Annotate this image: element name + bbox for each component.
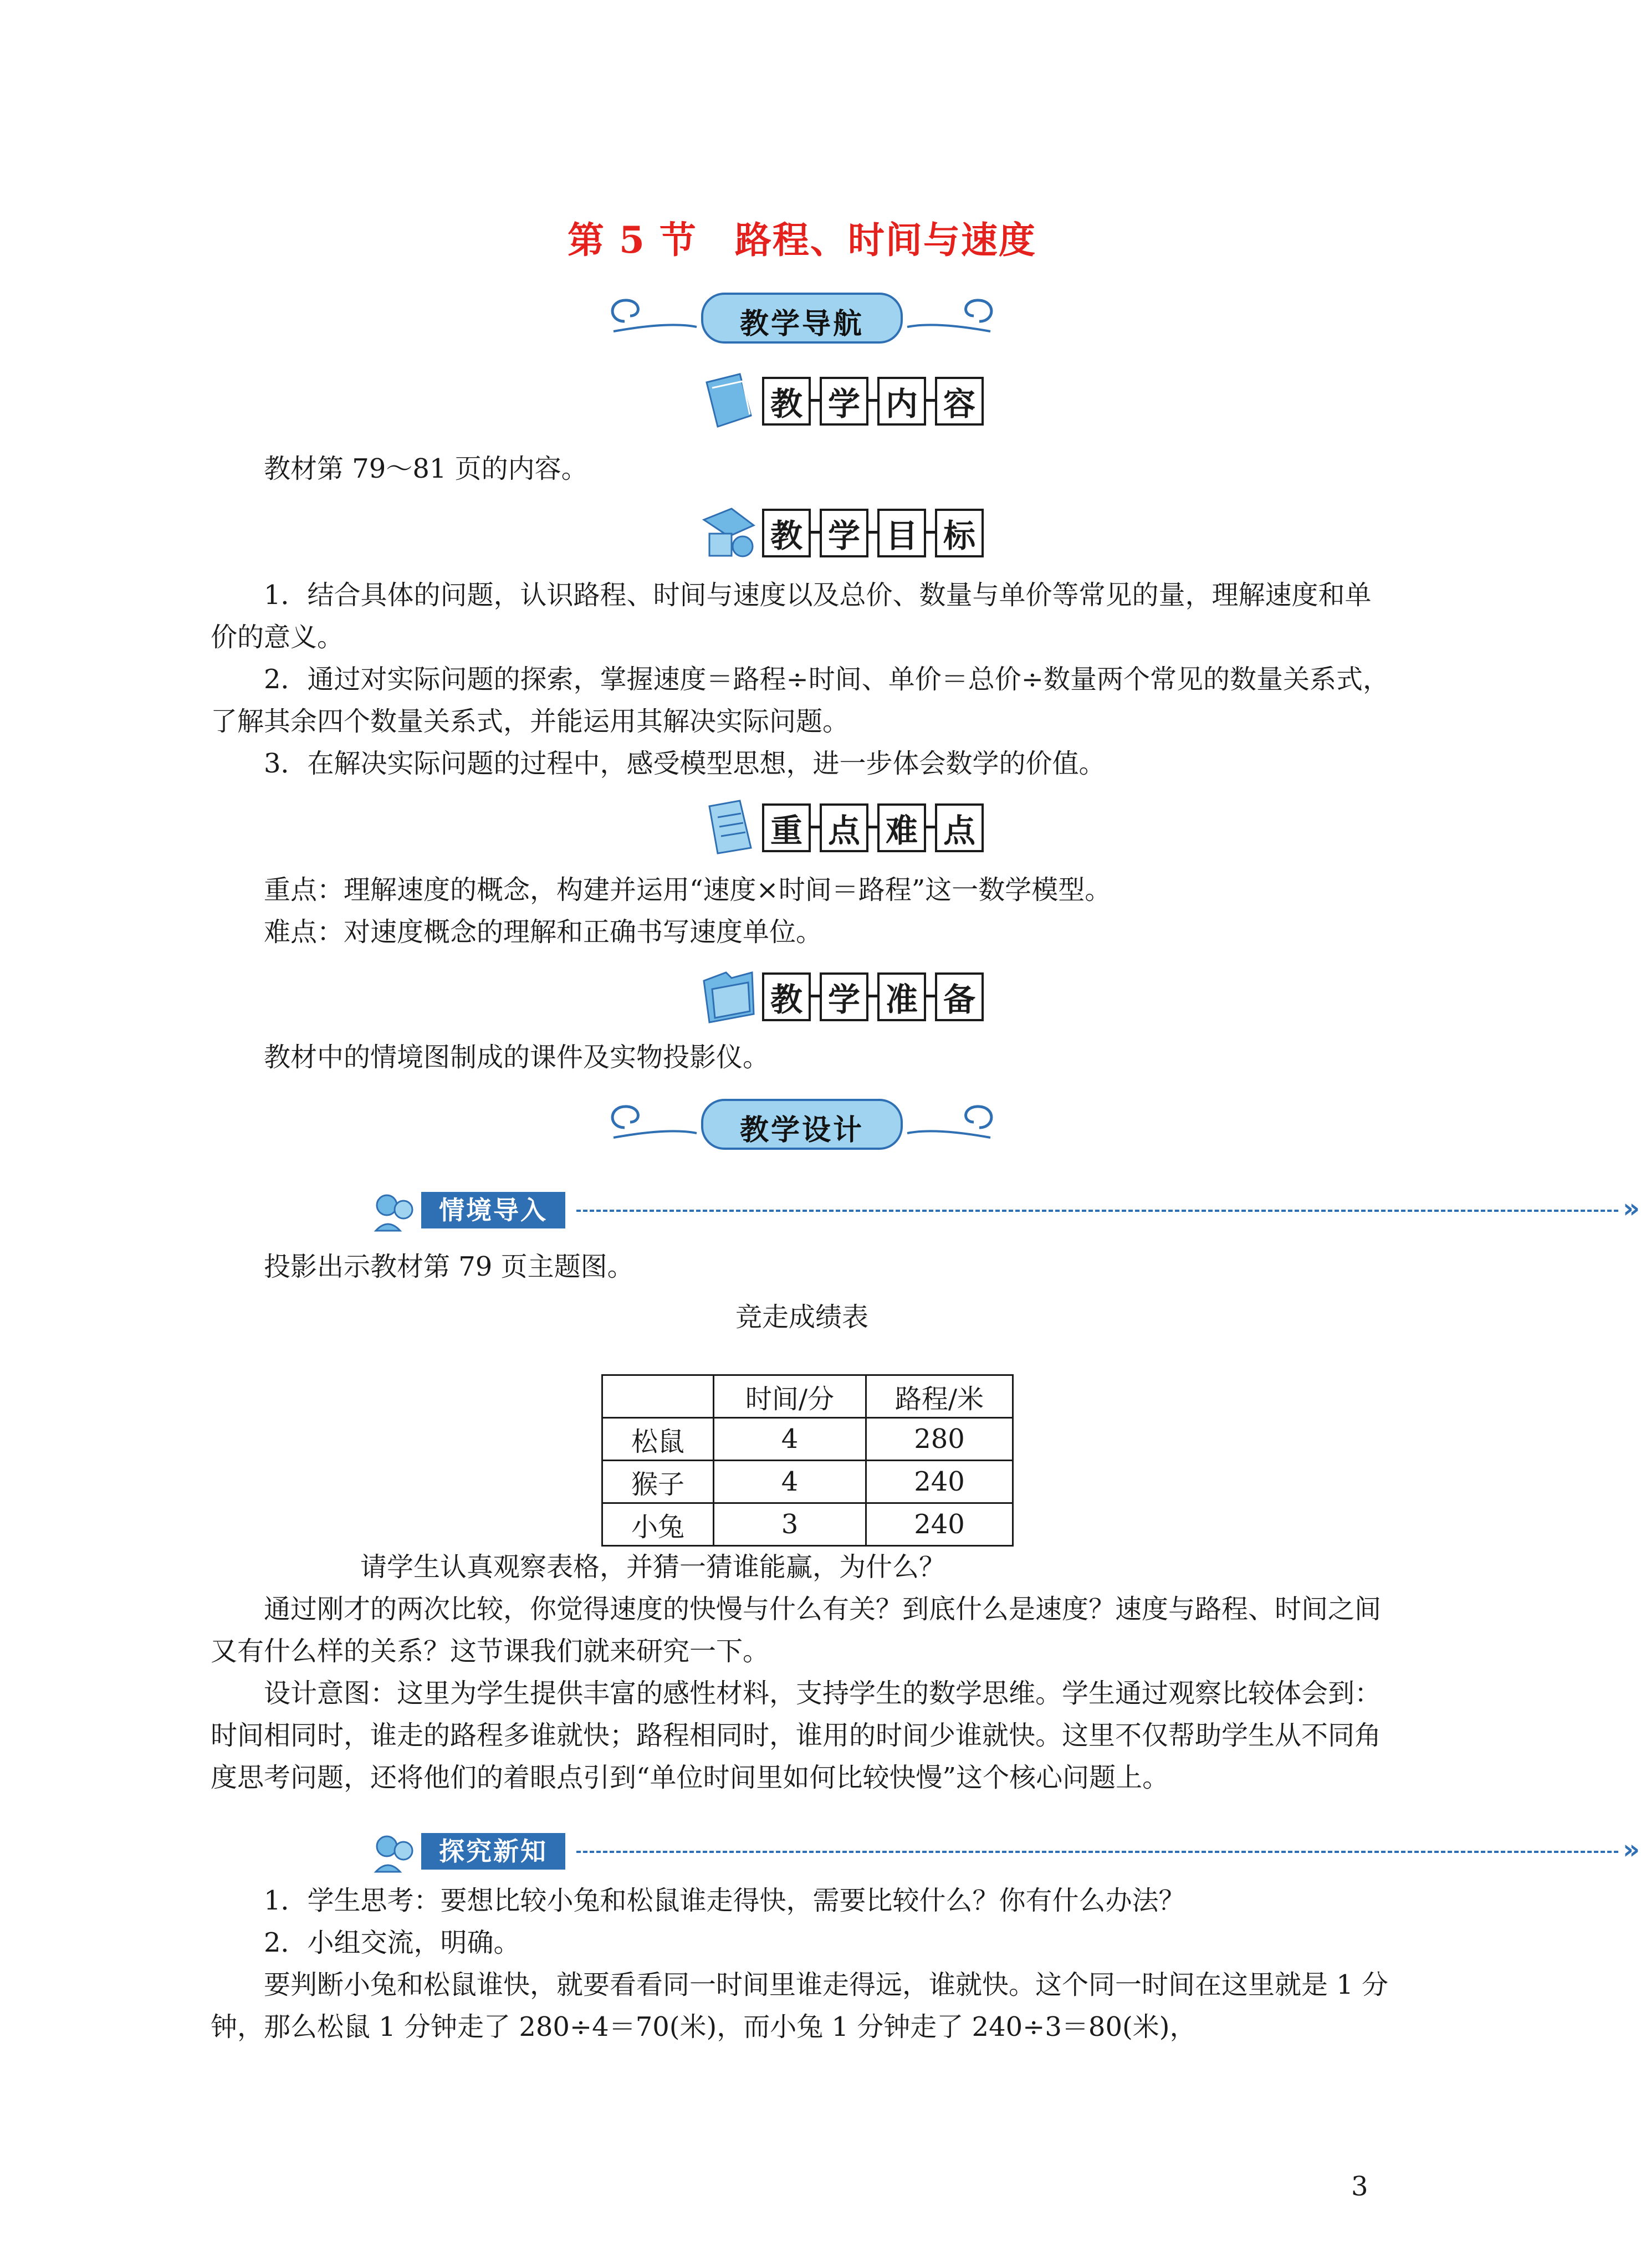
score-table (601, 1374, 1014, 1547)
people-icon (371, 1189, 419, 1233)
people-icon (371, 1830, 419, 1874)
notes-icon (701, 798, 756, 859)
section-label: 情境导入 (421, 1192, 565, 1228)
table-cell: 240 (866, 1503, 1013, 1546)
table-cell: 4 (714, 1461, 866, 1503)
explore-block (211, 1880, 1397, 2048)
heading-char: 教 (762, 509, 811, 557)
intro-after-block (211, 1546, 1397, 1799)
intro-text-block (211, 1246, 1397, 1288)
heading-char: 难 (877, 803, 926, 852)
table-header-cell (602, 1375, 714, 1418)
table-cell: 猴子 (602, 1461, 714, 1503)
heading-char: 教 (762, 377, 811, 426)
table-title: 竞走成绩表 (735, 1302, 868, 1333)
banner-teaching-design (602, 1094, 1001, 1155)
dashed-line (576, 1210, 1618, 1212)
heading-char: 准 (877, 972, 926, 1021)
explore-item: 要判断小兔和松鼠谁快，就要看看同一时间里谁走得远，谁就快。这个同一时间在这里就是 1 分钟，那么松鼠 1 分钟走了 280÷4＝70(米)，而小兔 1 分钟走了 240÷3＝80(米)， (211, 1969, 1389, 2042)
intro-text: 投影出示教材第 79 页主题图。 (264, 1251, 634, 1282)
heading-char: 备 (935, 972, 984, 1021)
heading-char: 目 (877, 509, 926, 557)
folder-icon (701, 967, 756, 1028)
heading-char: 点 (935, 803, 984, 852)
section-explore (371, 1830, 1646, 1874)
section-intro (371, 1189, 1646, 1233)
prep-block (211, 1036, 1397, 1078)
table-cell: 松鼠 (602, 1418, 714, 1461)
heading-char: 教 (762, 972, 811, 1021)
explore-item: 1．学生思考：要想比较小兔和松鼠谁走得快，需要比较什么？你有什么办法？ (264, 1885, 1185, 1916)
book-icon (701, 371, 756, 432)
key-point-item: 难点：对速度概念的理解和正确书写速度单位。 (264, 917, 823, 948)
table-cell: 3 (714, 1503, 866, 1546)
heading-char: 学 (820, 377, 868, 426)
content-text: 教材第 79～81 页的内容。 (264, 453, 588, 484)
table-cell: 240 (866, 1461, 1013, 1503)
table-cell: 280 (866, 1418, 1013, 1461)
intro-question: 请学生认真观察表格，并猜一猜谁能赢，为什么？ (360, 1552, 946, 1583)
table-row (602, 1461, 1013, 1503)
goal-item: 3．在解决实际问题的过程中，感受模型思想，进一步体会数学的价值。 (264, 748, 1106, 779)
table-header-row (602, 1375, 1013, 1418)
page-number: 3 (1351, 2171, 1368, 2202)
explore-item: 2．小组交流，明确。 (264, 1927, 520, 1958)
goal-item: 1．结合具体的问题，认识路程、时间与速度以及总价、数量与单价等常见的量，理解速度和单价的意义。 (211, 580, 1372, 653)
double-chevron-icon: » (1623, 1834, 1640, 1865)
key-point-item: 重点：理解速度的概念，构建并运用“速度×时间＝路程”这一数学模型。 (264, 874, 1112, 905)
intro-paragraph: 通过刚才的两次比较，你觉得速度的快慢与什么有关？到底什么是速度？速度与路程、时间之间又有什么样的关系？这节课我们就来研究一下。 (211, 1594, 1382, 1667)
table-header-cell: 路程/米 (866, 1375, 1013, 1418)
banner-label: 教学设计 (739, 1114, 864, 1147)
heading-char: 标 (935, 509, 984, 557)
design-intent-paragraph: 设计意图：这里为学生提供丰富的感性材料，支持学生的数学思维。学生通过观察比较体会到：时间相同时，谁走的路程多谁就快；路程相同时，谁用的时间少谁就快。这里不仅帮助学生从不同角度思考问题，还将他们的着眼点引到“单位时间里如何比较快慢”这个核心问题上。 (211, 1678, 1382, 1793)
goals-block (211, 574, 1397, 785)
heading-char: 重 (762, 803, 811, 852)
banner-teaching-guide (602, 288, 1001, 349)
heading-char: 容 (935, 377, 984, 426)
page-title: 第 5 节 路程、时间与速度 (568, 218, 1036, 262)
key-points-block (211, 869, 1397, 953)
table-row (602, 1418, 1013, 1461)
heading-char: 学 (820, 972, 868, 1021)
heading-char: 点 (820, 803, 868, 852)
content-block (211, 448, 1397, 490)
section-label: 探究新知 (421, 1833, 565, 1870)
heading-char: 学 (820, 509, 868, 557)
table-cell: 4 (714, 1418, 866, 1461)
prep-text: 教材中的情境图制成的课件及实物投影仪。 (264, 1042, 770, 1073)
target-icon (701, 503, 756, 564)
table-row (602, 1503, 1013, 1546)
banner-label: 教学导航 (739, 308, 864, 341)
table-cell: 小兔 (602, 1503, 714, 1546)
double-chevron-icon: » (1623, 1193, 1640, 1224)
table-header-cell: 时间/分 (714, 1375, 866, 1418)
goal-item: 2．通过对实际问题的探索，掌握速度＝路程÷时间、单价＝总价÷数量两个常见的数量关系式，了解其余四个数量关系式，并能运用其解决实际问题。 (211, 664, 1389, 737)
dashed-line (576, 1851, 1618, 1853)
heading-char: 内 (877, 377, 926, 426)
